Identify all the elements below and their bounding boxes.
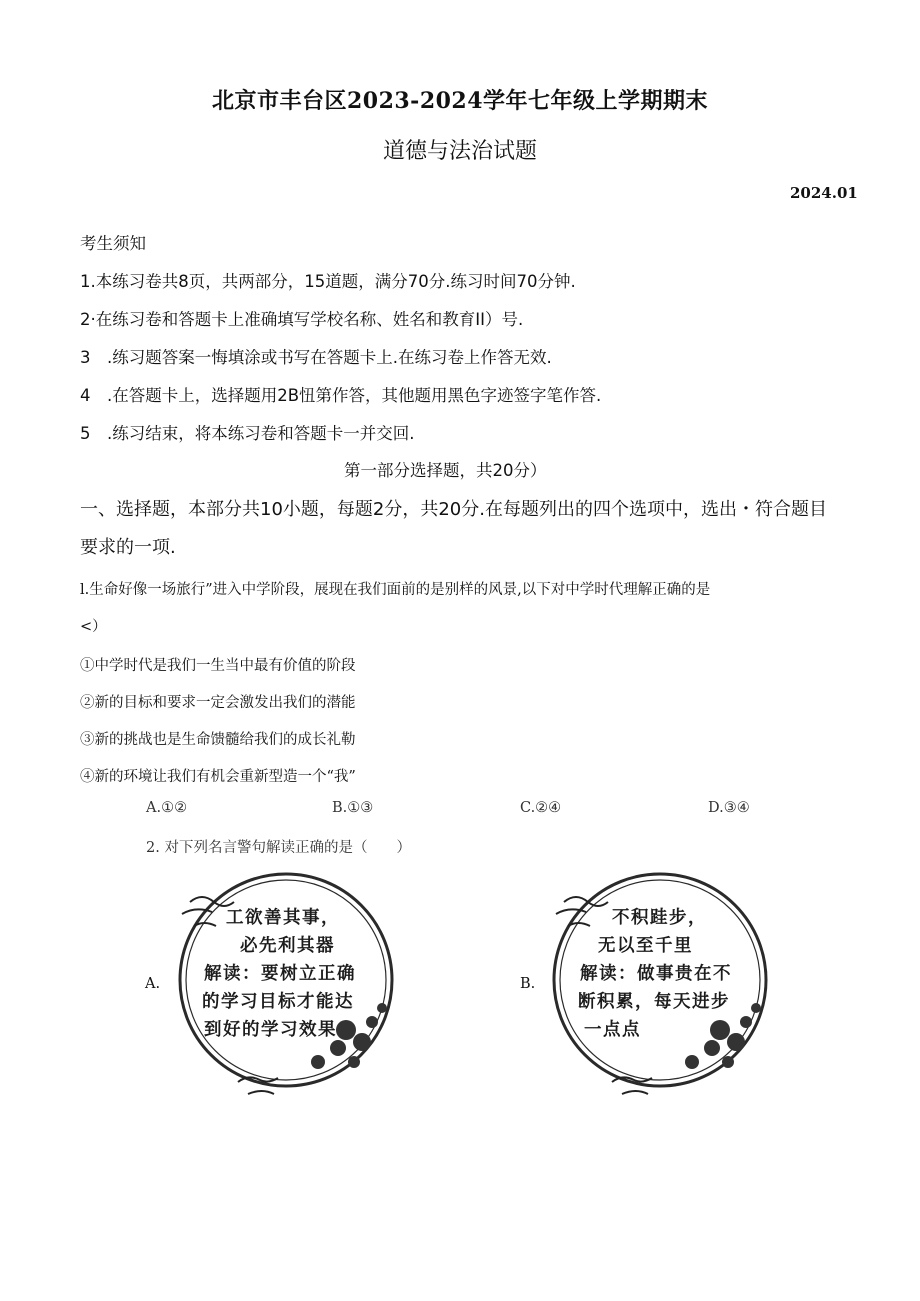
quote-line: 的学习目标才能达 bbox=[202, 992, 354, 1012]
option-a[interactable]: A.①② bbox=[146, 800, 188, 816]
option-c[interactable]: C.②④ bbox=[520, 800, 562, 816]
quote-line: 无以至千里 bbox=[598, 936, 693, 956]
notice-item: 3 .练习题答案一悔填涂或书写在答题卡上.在练习卷上作答无效. bbox=[80, 348, 552, 367]
option-b[interactable]: B.①③ bbox=[332, 800, 374, 816]
notice-item: 5 .练习结束，将本练习卷和答题卡一并交回. bbox=[80, 424, 415, 443]
notice-item: 2·在练习卷和答题卡上准确填写学校名称、姓名和教育II）号. bbox=[80, 310, 524, 329]
question-1-stem: l.生命好像一场旅行”进入中学阶段，展现在我们面前的是别样的风景,以下对中学时代理解正确的是 bbox=[80, 582, 711, 598]
exam-date: 2024.01 bbox=[790, 184, 858, 202]
quote-line: 断积累，每天进步 bbox=[578, 992, 730, 1012]
statement-item: ④新的环境让我们有机会重新型造一个“我” bbox=[80, 769, 356, 785]
option-a-label[interactable]: A. bbox=[145, 976, 161, 992]
quote-line: 一点点 bbox=[584, 1020, 641, 1040]
quote-line: 解读：做事贵在不 bbox=[580, 964, 732, 984]
exam-title: 北京市丰台区2023-2024学年七年级上学期期末 bbox=[211, 88, 709, 114]
part-title: 第一部分选择题，共20分） bbox=[344, 461, 547, 480]
question-2-stem: 2. 对下列名言警句解读正确的是（ ） bbox=[146, 840, 411, 856]
statement-item: ②新的目标和要求一定会激发出我们的潜能 bbox=[80, 695, 356, 711]
notice-item: 1.本练习卷共8页，共两部分，15道题，满分70分.练习时间70分钟. bbox=[80, 272, 576, 291]
quote-line: 不积跬步， bbox=[612, 908, 707, 928]
notice-heading: 考生须知 bbox=[80, 234, 146, 253]
option-b-label[interactable]: B. bbox=[520, 976, 536, 992]
quote-a bbox=[196, 904, 396, 1044]
statement-item: ③新的挑战也是生命馈髓给我们的成长礼勒 bbox=[80, 732, 356, 748]
quote-line: 解读：要树立正确 bbox=[204, 964, 356, 984]
exam-subject-title: 道德与法治试题 bbox=[382, 139, 537, 164]
option-d[interactable]: D.③④ bbox=[708, 800, 750, 816]
quote-line: 必先利其器 bbox=[240, 936, 335, 956]
quote-b bbox=[572, 904, 772, 1044]
question-1-stem-paren: <） bbox=[80, 619, 107, 635]
statement-item: ①中学时代是我们一生当中最有价值的阶段 bbox=[80, 658, 356, 674]
section-instruction: 一、选择题，本部分共10小题，每题2分，共20分.在每题列出的四个选项中，选出・符合题目 bbox=[80, 499, 827, 520]
quote-line: 工欲善其事， bbox=[226, 908, 340, 928]
notice-item: 4 .在答题卡上，选择题用2B忸第作答，其他题用黑色字迹签字笔作答. bbox=[80, 386, 602, 405]
section-instruction-cont: 要求的一项. bbox=[80, 537, 176, 558]
quote-line: 到好的学习效果 bbox=[204, 1020, 337, 1040]
